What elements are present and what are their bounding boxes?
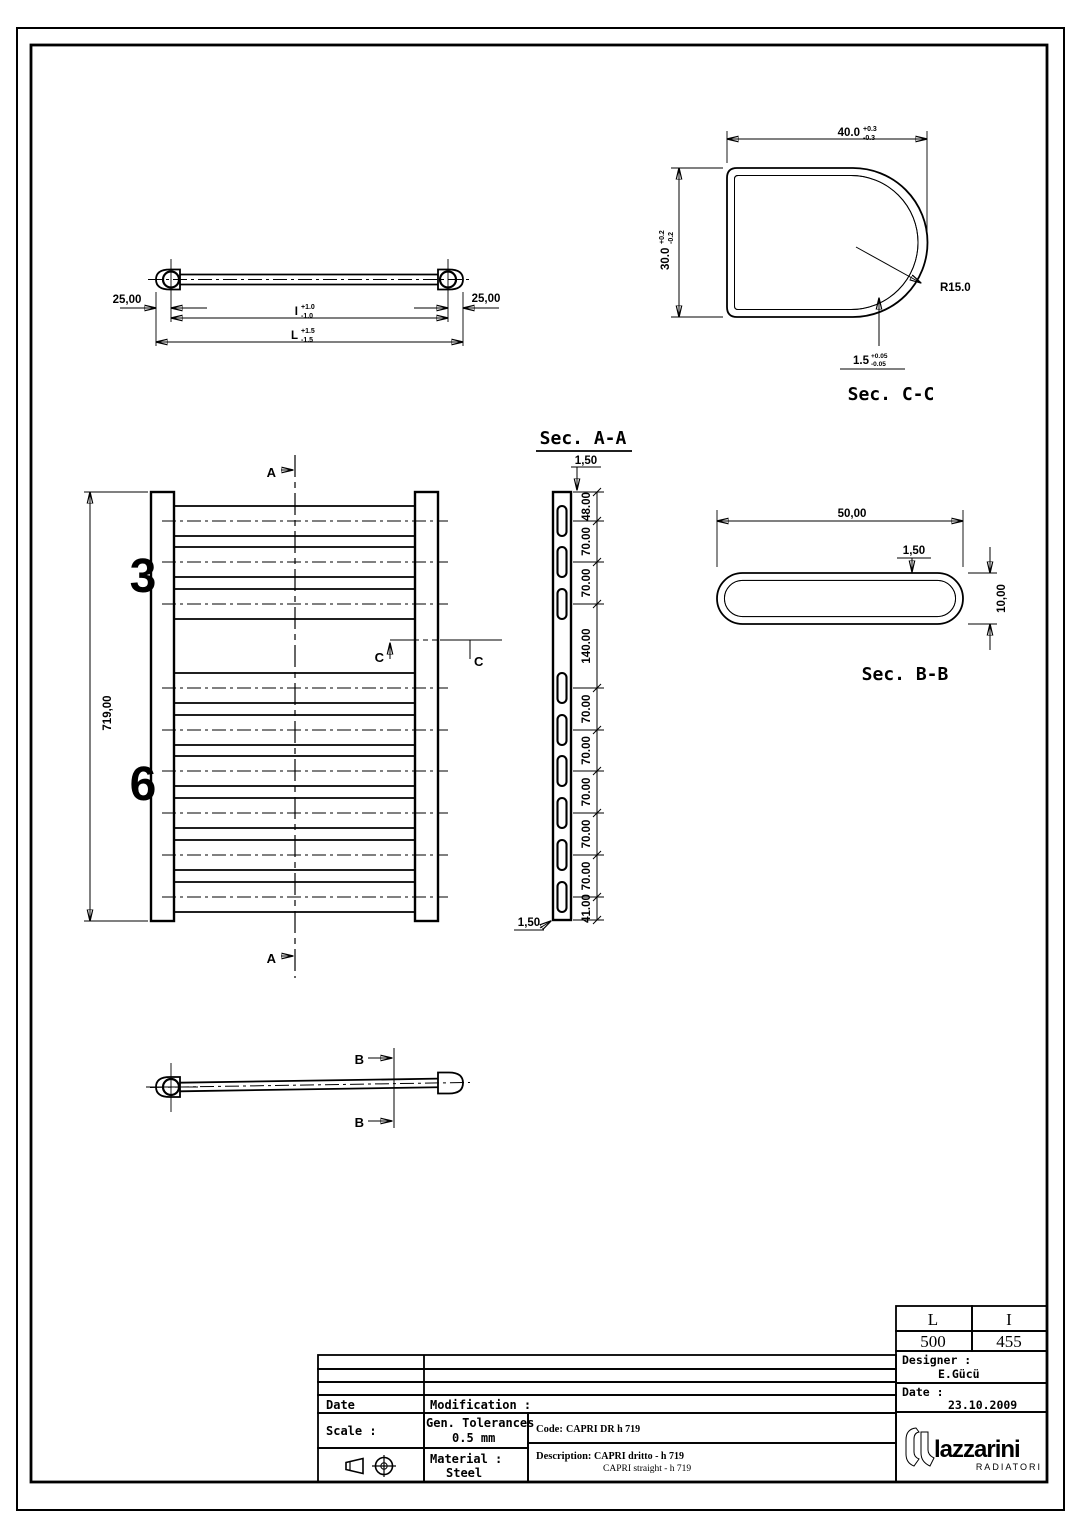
dim-overall-tol-plus: +1.5: [301, 328, 315, 335]
aa-wall-bottom-dim: 1,50: [517, 917, 541, 929]
dim-inner-label: I: [294, 306, 298, 318]
aa-wall-top-dim: 1,50: [574, 455, 598, 467]
tube-rungs: [162, 506, 448, 912]
bb-height-dim: 10,00: [996, 584, 1008, 613]
section-bb-title: Sec. B-B: [861, 664, 949, 685]
section-aa-view: [514, 428, 632, 930]
aa-dim-70-4: 70.00: [581, 736, 593, 765]
col-l-header: L: [927, 1310, 939, 1329]
dim-offset-left: 25,00: [112, 294, 142, 306]
section-aa-title: Sec. A-A: [539, 428, 627, 449]
code-label: Code:: [536, 1424, 563, 1435]
section-cc-view: [659, 126, 971, 405]
aa-dim-70-6: 70.00: [581, 819, 593, 849]
bb-wall-dim: 1,50: [902, 545, 926, 557]
aa-dim-70-5: 70.00: [581, 777, 593, 807]
section-c-mark-right: C: [474, 654, 484, 669]
brand-subtitle: RADIATORI: [975, 1462, 1042, 1472]
material-label: Material :: [430, 1452, 503, 1466]
designer-label: Designer :: [902, 1353, 972, 1367]
col-i-header: I: [1006, 1310, 1012, 1329]
aa-slots: [558, 506, 567, 912]
section-b-mark-bottom: B: [354, 1115, 364, 1130]
projection-cell: [318, 1448, 424, 1482]
cc-height-tol-plus: +0.2: [659, 230, 666, 244]
cc-radius-dim: R15.0: [940, 282, 971, 294]
section-a-mark-bottom: A: [266, 951, 276, 966]
aa-dim-140: 140.00: [581, 628, 593, 664]
date-label: Date :: [902, 1385, 944, 1399]
material-value: Steel: [446, 1466, 483, 1480]
cc-wall-hatch: [727, 168, 928, 317]
dim-overall-tol-minus: -1.5: [301, 337, 314, 344]
aa-dim-41: 41.00: [581, 894, 593, 923]
logo-mark-gray: [906, 1428, 919, 1466]
logo-mark-red: [921, 1432, 934, 1466]
dim-inner-tol-minus: -1.0: [301, 313, 314, 320]
aa-dim-70-2: 70.00: [581, 568, 593, 598]
date-col-label: Date: [326, 1398, 355, 1412]
tube-count-top: 3: [129, 550, 157, 603]
scale-label: Scale :: [326, 1424, 377, 1438]
first-angle-projection-icon: [346, 1455, 396, 1477]
bottom-tube: [150, 1078, 470, 1092]
aa-dim-70-7: 70.00: [581, 861, 593, 891]
cc-height-dim: 30.0: [660, 247, 672, 270]
description-value-2: CAPRI straight - h 719: [603, 1464, 692, 1474]
aa-dim-70-1: 70.00: [581, 527, 593, 556]
front-height-dim: 719,00: [102, 695, 114, 731]
section-bb-view: [717, 508, 1008, 685]
aa-strip: [553, 492, 571, 920]
brand-name: lazzarini: [934, 1436, 1020, 1463]
cc-width-tol-minus: -0.3: [863, 135, 876, 142]
lazzarini-logo: [906, 1428, 1042, 1472]
description-cell: [528, 1443, 896, 1482]
section-b-mark-top: B: [354, 1052, 364, 1067]
right-column: [415, 492, 438, 921]
bb-width-dim: 50,00: [837, 508, 867, 520]
cc-wall-dim: 1.5: [853, 355, 869, 367]
bottom-view: [146, 1048, 470, 1130]
l-value: 500: [920, 1332, 946, 1351]
cc-width-dim: 40.0: [837, 127, 860, 139]
description-value-1: CAPRI dritto - h 719: [594, 1451, 684, 1462]
section-cc-title: Sec. C-C: [847, 384, 935, 405]
modification-label: Modification :: [430, 1398, 532, 1412]
top-view: [113, 259, 501, 346]
tube-count-bottom: 6: [129, 758, 157, 811]
aa-dim-70-3: 70.00: [581, 694, 593, 724]
cc-wall-tol-plus: +0.05: [871, 353, 888, 360]
code-value: CAPRI DR h 719: [566, 1424, 641, 1435]
aa-dim-48: 48.00: [581, 492, 593, 521]
section-a-mark-top: A: [266, 465, 276, 480]
dim-overall-label: L: [290, 330, 298, 342]
designer-value: E.Gücü: [938, 1367, 980, 1381]
i-value: 455: [996, 1332, 1022, 1351]
description-label: Description:: [536, 1451, 592, 1462]
front-view: [84, 455, 502, 978]
date-value: 23.10.2009: [948, 1398, 1018, 1412]
cc-height-tol-minus: -0.2: [668, 231, 675, 244]
tolerances-line2: 0.5 mm: [452, 1431, 496, 1445]
aa-dim-labels: [581, 492, 593, 923]
cc-wall-tol-minus: -0.05: [871, 361, 886, 368]
tolerances-line1: Gen. Tolerances: [426, 1416, 535, 1430]
cc-width-tol-plus: +0.3: [863, 126, 877, 133]
dim-offset-right: 25,00: [471, 293, 501, 305]
section-c-mark-left: C: [374, 650, 384, 665]
dim-inner-tol-plus: +1.0: [301, 304, 315, 311]
